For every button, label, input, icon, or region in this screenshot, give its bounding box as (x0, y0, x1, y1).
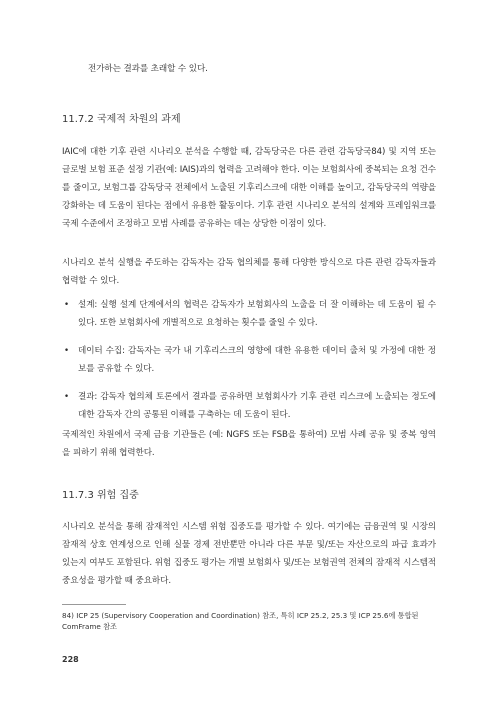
section-1-paragraph-1: IAIC에 대한 기후 관련 시나리오 분석을 수행할 때, 감독당국은 다른 관련 감독당국84) 및 지역 또는 글로벌 보험 표준 설정 기관(예: IAIS)과의 협력을 고려해야 한다. 이는 보험회사에 중복되는 요청 건수를 줄이고, 보험그룹 감독당국 전체에서 노출된 기후리스크에 대한 이해를 높이고, 감독당국의 역량을 강화하는 데 도움이 된다는 점에서 유용한 활동이다. 기후 관련 시나리오 분석의 설계와 프레임워크를 국제 수준에서 조정하고 모범 사례를 공유하는 데는 상당한 이점이 있다. (62, 147, 436, 229)
list-item (62, 388, 436, 424)
bullet-text: 설계: 실행 설계 단계에서의 협력은 감독자가 보험회사의 노출을 더 잘 이해하는 데 도움이 될 수 있다. 또한 보험회사에 개별적으로 요청하는 횟수를 줄일 수 있다. (78, 300, 436, 328)
section-1-paragraph-3: 국제적인 차원에서 국제 금융 기관들은 (예: NGFS 또는 FSB을 통하여) 모범 사례 공유 및 중복 영역을 피하기 위해 협력한다. (62, 430, 436, 458)
section-heading-11-7-2: 11.7.2 국제적 차원의 과제 (62, 114, 181, 125)
section-2-paragraph-1: 시나리오 분석을 통해 잠재적인 시스템 위험 집중도를 평가할 수 있다. 여기에는 금융권역 및 시장의 잠재적 상호 연계성으로 인해 실물 경제 전반뿐만 아니라 다른 부문 및/또는 자산으로의 파급 효과가 있는지 여부도 포함된다. 위험 집중도 평가는 개별 보험회사 및/또는 보험권역 전체의 잠재적 시스템적 중요성을 평가할 때 중요하다. (62, 522, 436, 586)
section-1-bullet-list (62, 296, 436, 434)
section-heading-11-7-3: 11.7.3 위험 집중 (62, 490, 139, 501)
page-number: 228 (62, 655, 79, 664)
bullet-text: 결과: 감독자 협의체 토론에서 결과를 공유하면 보험회사가 기후 관련 리스크에 노출되는 정도에 대한 감독자 간의 공통된 이해를 구축하는 데 도움이 된다. (78, 392, 436, 420)
footnote-divider (62, 604, 126, 605)
bullet-icon: • (64, 300, 69, 310)
intro-line: 전가하는 결과를 초래할 수 있다. (88, 64, 208, 74)
bullet-text: 데이터 수집: 감독자는 국가 내 기후리스크의 영향에 대한 유용한 데이터 출처 및 가정에 대한 정보를 공유할 수 있다. (78, 346, 436, 374)
bullet-icon: • (64, 392, 69, 402)
list-item (62, 342, 436, 378)
list-item (62, 296, 436, 332)
footnote: 84) ICP 25 (Supervisory Cooperation and Coordination) 참조, 특히 ICP 25.2, 25.3 및 ICP 25.6에 통합된 ComFrame 참조 (62, 611, 419, 631)
bullet-icon: • (64, 346, 69, 356)
section-1-paragraph-2: 시나리오 분석 실행을 주도하는 감독자는 감독 협의체를 통해 다양한 방식으로 다른 관련 감독자들과 협력할 수 있다. (62, 258, 436, 286)
